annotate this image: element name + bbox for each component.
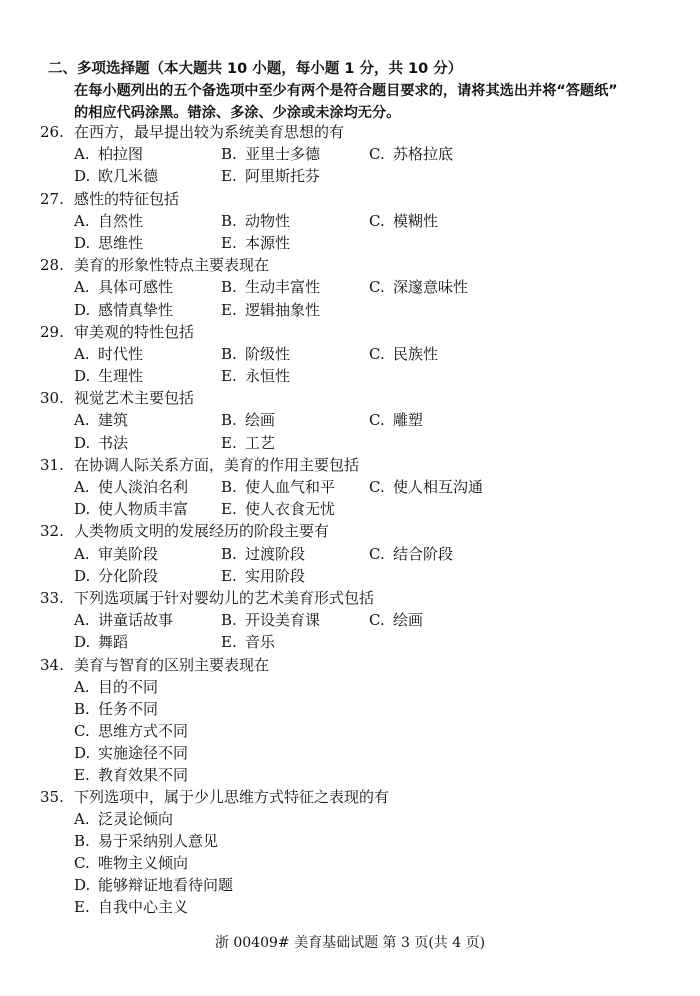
option-c: C. 雕塑	[369, 411, 424, 430]
instructions-line-1: 在每小题列出的五个备选项中至少有两个是符合题目要求的，请将其选出并将“答题纸”	[74, 83, 618, 99]
option-b: B. 开设美育课	[221, 611, 321, 630]
option-c: C. 使人相互沟通	[369, 478, 484, 496]
question-stem: 下列选项中，属于少儿思维方式特征之表现的有	[74, 787, 390, 806]
option-c: C. 苏格拉底	[369, 145, 454, 164]
question-stem: 下列选项属于针对婴幼儿的艺术美育形式包括	[74, 588, 375, 607]
option-d: D. 实施途径不同	[74, 743, 189, 762]
option-row	[40, 543, 680, 565]
option-d: D. 生理性	[74, 367, 144, 386]
option-c: C. 绘画	[369, 611, 424, 630]
option-row	[40, 299, 680, 321]
option-row	[40, 432, 680, 454]
question-33	[40, 587, 680, 654]
option-d: D. 欧几米德	[74, 167, 159, 186]
option-c: C. 思维方式不同	[74, 721, 189, 740]
option-row	[40, 276, 680, 298]
option-b: B. 生动丰富性	[221, 278, 321, 297]
question-stem: 视觉艺术主要包括	[74, 389, 195, 408]
question-number: 35.	[40, 787, 64, 806]
question-29	[40, 321, 680, 388]
question-stem: 感性的特征包括	[74, 189, 180, 208]
option-a: A. 自然性	[74, 211, 144, 230]
question-number: 29.	[40, 322, 64, 341]
option-b: B. 动物性	[221, 211, 291, 230]
option-b: B. 过渡阶段	[221, 544, 306, 563]
option-a: A. 审美阶段	[74, 544, 159, 563]
question-stem: 审美观的特性包括	[74, 322, 195, 341]
option-e: E. 自我中心主义	[74, 897, 189, 916]
instructions-line-2: 的相应代码涂黑。错涂、多涂、少涂或未涂均无分。	[74, 105, 401, 121]
option-c: C. 民族性	[369, 344, 439, 363]
option-row	[40, 476, 680, 498]
option-a: A. 泛灵论倾向	[74, 809, 174, 828]
option-row	[40, 210, 680, 232]
section-title: 二、多项选择题（本大题共 10 小题，每小题 1 分，共 10 分）	[48, 61, 463, 77]
option-e: E. 本源性	[221, 233, 291, 252]
question-number: 32.	[40, 522, 64, 541]
question-number: 33.	[40, 588, 64, 607]
option-a: A. 目的不同	[74, 677, 159, 696]
question-stem: 美育的形象性特点主要表现在	[74, 256, 270, 275]
question-28	[40, 254, 680, 321]
question-stem: 在协调人际关系方面，美育的作用主要包括	[74, 455, 360, 474]
option-b: B. 使人血气和平	[221, 478, 336, 496]
page-footer: 浙 00409# 美育基础试题 第 3 页(共 4 页)	[214, 935, 486, 951]
option-d: D. 思维性	[74, 233, 144, 252]
option-b: B. 易于采纳别人意见	[74, 831, 219, 850]
option-a: A. 建筑	[74, 411, 129, 430]
option-c: C. 结合阶段	[369, 544, 454, 563]
question-34	[40, 654, 680, 786]
question-number: 27.	[40, 189, 64, 208]
option-e: E. 使人衣食无忧	[221, 500, 336, 519]
option-row	[40, 498, 680, 520]
question-number: 26.	[40, 123, 64, 141]
section-instructions	[74, 80, 674, 124]
option-d: D. 书法	[74, 433, 129, 452]
question-stem: 在西方，最早提出较为系统美育思想的有	[74, 123, 345, 141]
option-b: B. 任务不同	[74, 699, 159, 718]
question-30	[40, 387, 680, 454]
question-number: 28.	[40, 256, 64, 275]
option-a: A. 使人淡泊名利	[74, 478, 189, 496]
question-35	[40, 786, 680, 918]
question-stem: 人类物质文明的发展经历的阶段主要有	[74, 522, 330, 541]
option-d: D. 感情真挚性	[74, 300, 174, 319]
option-row	[40, 609, 680, 631]
option-row	[40, 365, 680, 387]
option-b: B. 阶级性	[221, 344, 291, 363]
option-e: E. 永恒性	[221, 367, 291, 386]
option-row	[40, 165, 680, 187]
option-e: E. 工艺	[221, 433, 276, 452]
question-stem: 美育与智育的区别主要表现在	[74, 655, 270, 674]
option-d: D. 使人物质丰富	[74, 500, 189, 519]
option-e: E. 阿里斯托芬	[221, 167, 321, 186]
option-row	[40, 409, 680, 431]
question-list	[40, 121, 680, 918]
option-row	[40, 565, 680, 587]
question-number: 31.	[40, 455, 64, 474]
option-row	[40, 232, 680, 254]
option-a: A. 时代性	[74, 344, 144, 363]
option-e: E. 教育效果不同	[74, 765, 189, 784]
option-b: B. 亚里士多德	[221, 145, 321, 164]
option-b: B. 绘画	[221, 411, 276, 430]
option-row	[40, 631, 680, 653]
option-d: D. 能够辩证地看待问题	[74, 875, 234, 894]
option-d: D. 分化阶段	[74, 566, 159, 585]
option-c: C. 唯物主义倾向	[74, 853, 189, 872]
option-row	[40, 343, 680, 365]
option-a: A. 柏拉图	[74, 145, 144, 164]
question-number: 34.	[40, 655, 64, 674]
option-a: A. 具体可感性	[74, 278, 174, 297]
option-e: E. 音乐	[221, 633, 276, 652]
question-32	[40, 520, 680, 587]
option-c: C. 模糊性	[369, 211, 439, 230]
question-number: 30.	[40, 389, 64, 408]
option-e: E. 逻辑抽象性	[221, 300, 321, 319]
question-31	[40, 454, 680, 521]
option-row	[40, 143, 680, 165]
option-d: D. 舞蹈	[74, 633, 129, 652]
option-c: C. 深邃意味性	[369, 278, 469, 297]
question-26	[40, 121, 680, 188]
option-a: A. 讲童话故事	[74, 611, 174, 630]
option-e: E. 实用阶段	[221, 566, 306, 585]
question-27	[40, 188, 680, 255]
